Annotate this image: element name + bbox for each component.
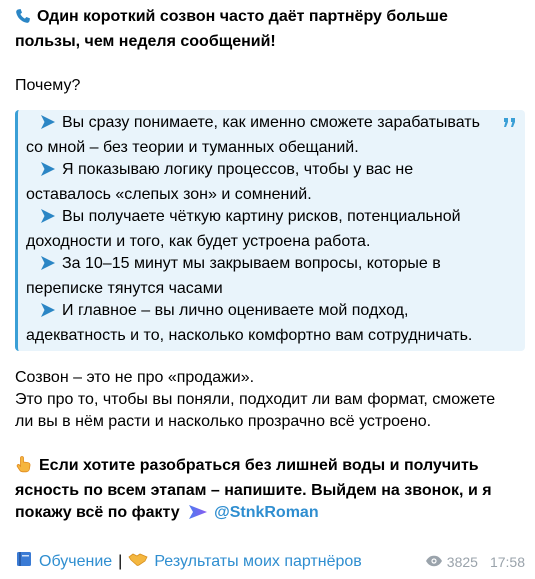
quote-item-line-1: Вы получаете чёткую картину рисков, потенциальной [62, 208, 461, 225]
book-icon [15, 550, 33, 575]
training-link[interactable]: Обучение [39, 553, 113, 570]
quote-item-line-1: За 10–15 минут мы закрываем вопросы, которые в [62, 255, 441, 272]
footer-separator: | [118, 553, 123, 570]
message-meta [425, 551, 525, 573]
quote-item-line-2: адекватность и то, насколько комфортно вам сотрудничать. [26, 327, 473, 344]
cta-line-1: Если хотите разобраться без лишней воды и получить [39, 457, 479, 474]
message-headline [15, 6, 525, 53]
quote-item-line-1: Вы сразу понимаете, как именно сможете зарабатывать [62, 114, 480, 131]
blue-arrow-icon [40, 161, 56, 184]
partners-results-link[interactable]: Результаты моих партнёров [154, 553, 362, 570]
blue-arrow-icon [40, 114, 56, 137]
blockquote [15, 110, 525, 351]
quote-item [26, 253, 497, 300]
quote-item-line-2: переписке тянутся часами [26, 280, 223, 297]
blue-arrow-icon [40, 255, 56, 278]
headline-line-2: пользы, чем неделя сообщений! [15, 33, 276, 50]
paragraph-line-1: Созвон – это не про «продажи». [15, 369, 255, 386]
quote-item [26, 300, 497, 347]
body-paragraph [15, 367, 525, 433]
quote-item [26, 159, 497, 206]
eye-icon [425, 551, 443, 573]
headline-line-1: Один короткий созвон часто даёт партнёру больше [37, 8, 448, 25]
quote-item-line-2: оставалось «слепых зон» и сомнений. [26, 186, 312, 203]
handshake-icon [128, 551, 148, 574]
send-arrow-icon [188, 504, 208, 527]
quote-item-line-2: доходности и того, как будет устроена работа. [26, 233, 371, 250]
message-time: 17:58 [489, 554, 525, 570]
blue-arrow-icon [40, 302, 56, 325]
views-count: 3825 [446, 554, 478, 570]
quote-mark-icon [503, 114, 517, 136]
quote-item [26, 206, 497, 253]
why-text: Почему? [15, 77, 81, 94]
quote-item-line-2: со мной – без теории и туманных обещаний. [26, 139, 359, 156]
telephone-receiver-icon [15, 8, 31, 31]
cta-line-3: покажу всё по факту [15, 504, 180, 521]
pointing-hand-icon [15, 455, 33, 480]
quote-item-line-1: И главное – вы лично оцениваете мой подход, [62, 302, 409, 319]
message-footer [15, 550, 525, 574]
mention-link[interactable]: @StnkRoman [214, 504, 319, 521]
cta-line-2: ясность по всем этапам – напишите. Выйдем на звонок, и я [15, 482, 492, 499]
blue-arrow-icon [40, 208, 56, 231]
paragraph-line-3: ли вы в нём расти и насколько прозрачно всё устроено. [15, 413, 432, 430]
paragraph-line-2: Это про то, чтобы вы поняли, подходит ли вам формат, сможете [15, 391, 496, 408]
quote-item [26, 112, 497, 159]
quote-item-line-1: Я показываю логику процессов, чтобы у вас не [62, 161, 414, 178]
call-to-action [15, 455, 525, 527]
